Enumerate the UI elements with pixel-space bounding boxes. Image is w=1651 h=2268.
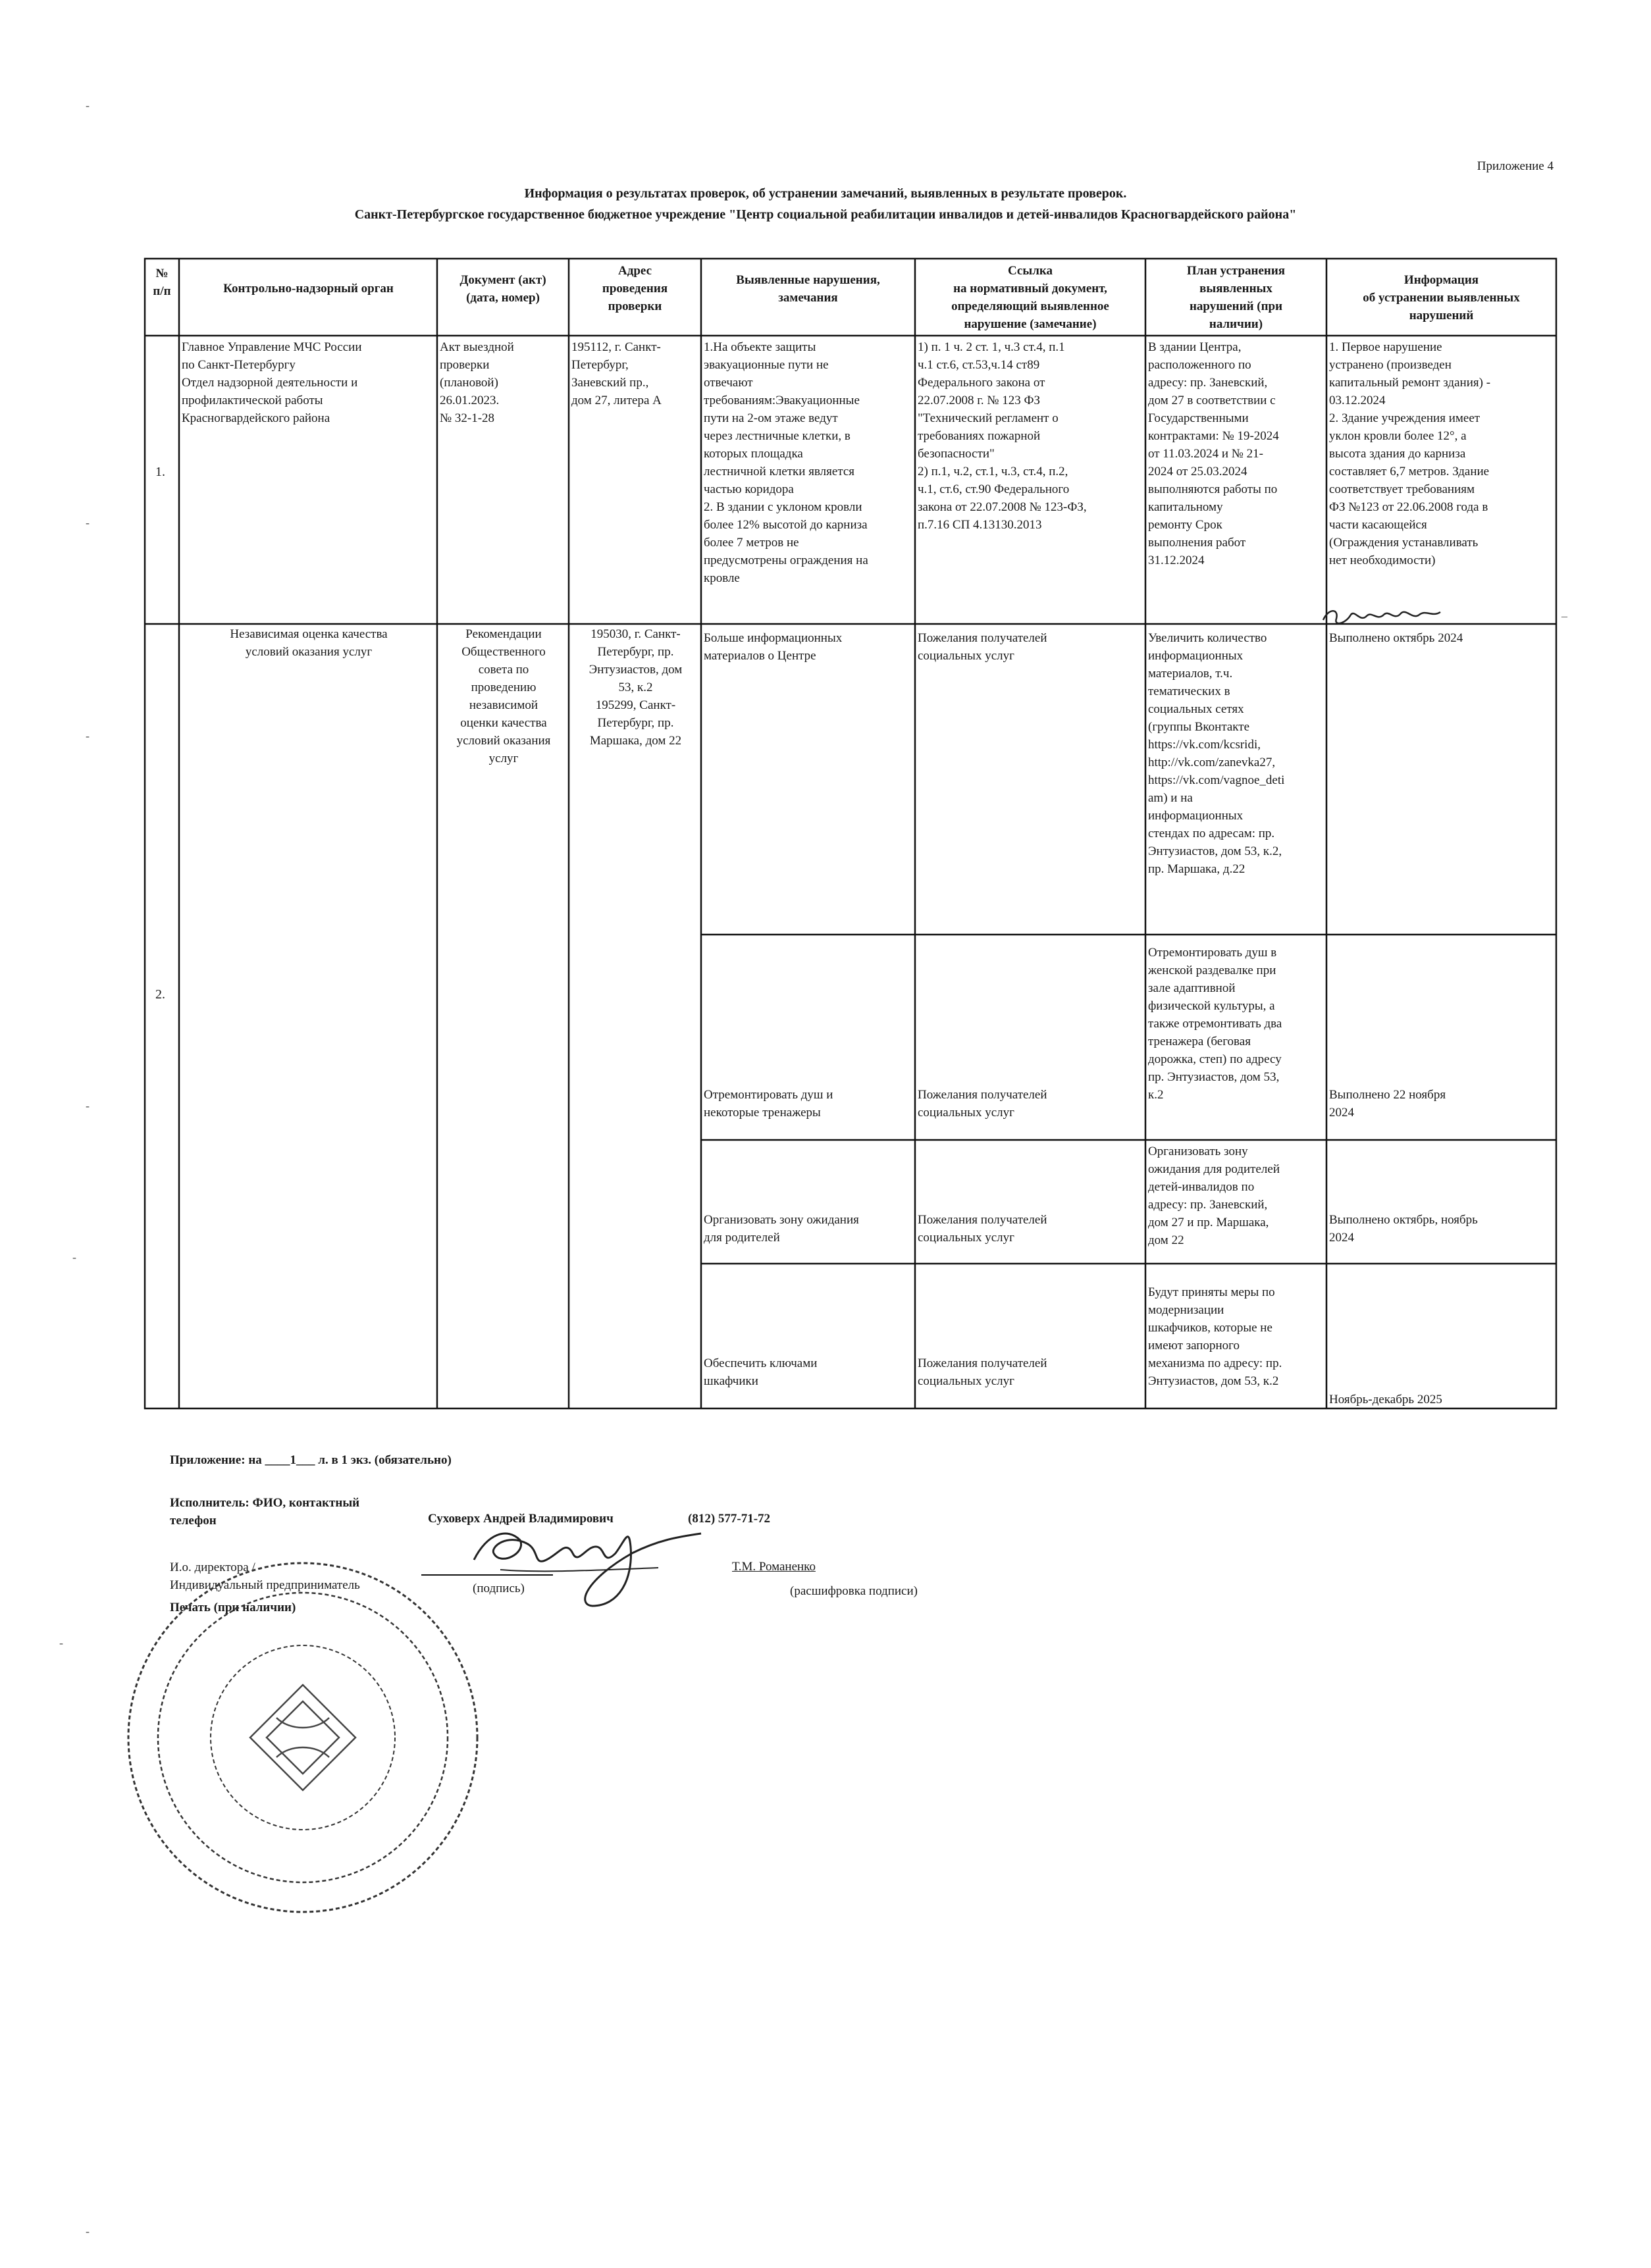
signature	[461, 1507, 711, 1612]
row1-plan: В здании Центра, расположенного по адресу: пр. Заневский, дом 27 в соответствии с Государственными контрактами: № 19-2024 от 11.03.2024 и № 21- 2024 от 25.03.2024 выполняются работы по капитальному ремонту Срок выполнения работ 31.12.2024	[1148, 340, 1279, 567]
footer-signature-caption: (подпись)	[473, 1582, 525, 1595]
footer-director-name: Т.М. Романенко	[732, 1560, 816, 1574]
scan-mark: -	[86, 1099, 90, 1112]
row2-document: Рекомендации Общественного совета по проведению независимой оценки качества условий оказания услуг	[456, 627, 551, 765]
row2-item4-info: Ноябрь-декабрь 2025	[1329, 1393, 1442, 1406]
footer-appendix: Приложение: на ____1___ л. в 1 экз. (обязательно)	[170, 1453, 452, 1467]
header-address: Адрес проведения проверки	[602, 264, 668, 313]
scan-mark: -	[86, 2225, 90, 2238]
title-line-1: Информация о результатах проверок, об устранении замечаний, выявленных в результате проверок.	[524, 186, 1127, 201]
row2-item4-plan: Будут приняты меры по модернизации шкафчиков, которые не имеют запорного механизма по адресу: пр. Энтузиастов, дом 53, к.2	[1148, 1285, 1282, 1388]
row2-item3-info: Выполнено октябрь, ноябрь 2024	[1329, 1213, 1478, 1245]
row1-document: Акт выездной проверки (плановой) 26.01.2023. № 32-1-28	[440, 340, 514, 425]
row1-violations: 1.На объекте защиты эвакуационные пути не отвечают требованиям:Эвакуационные пути на 2-ом этаже ведут через лестничные клетки, в которых площадка лестничной клетки является частью коридора 2. В здании с уклоном кровли более 12% высотой до карниза более 7 метров не предусмотрены ограждения на кровле	[704, 340, 868, 585]
header-info: Информация об устранении выявленных нарушений	[1363, 273, 1520, 322]
row2-item4-violation: Обеспечить ключами шкафчики	[704, 1356, 818, 1388]
row2-item1-violation: Больше информационных материалов о Центре	[704, 631, 843, 663]
row1-info: 1. Первое нарушение устранено (произведен капитальный ремонт здания) - 03.12.2024 2. Здание учреждения имеет уклон кровли более 12°, а высота здания до карниза составляет 6,7 метров. Здание соответствует требованиям ФЗ №123 от 22.06.2008 года в части касающейся (Ограждения устанавливать нет необходимости)	[1329, 340, 1491, 567]
row1-organ: Главное Управление МЧС России по Санкт-Петербургу Отдел надзорной деятельности и профилактической работы Красногвардейского района	[182, 340, 362, 425]
row1-address: 195112, г. Санкт- Петербург, Заневский пр., дом 27, литера А	[571, 340, 662, 407]
header-document: Документ (акт) (дата, номер)	[459, 273, 546, 305]
handwritten-note	[1317, 598, 1448, 632]
row2-item4-reference: Пожелания получателей социальных услуг	[918, 1356, 1047, 1388]
row2-item3-plan: Организовать зону ожидания для родителей детей-инвалидов по адресу: пр. Заневский, дом 27 и пр. Маршака, дом 22	[1148, 1145, 1280, 1247]
row2-item2-info: Выполнено 22 ноября 2024	[1329, 1088, 1446, 1120]
row2-item2-violation: Отремонтировать душ и некоторые тренажеры	[704, 1088, 833, 1120]
row2-num: 2.	[155, 987, 165, 1002]
header-violations: Выявленные нарушения, замечания	[736, 273, 880, 305]
title-line-2: Санкт-Петербургское государственное бюджетное учреждение "Центр социальной реабилитации инвалидов и детей-инвалидов Красногвардейского района"	[354, 207, 1297, 222]
scan-mark: -	[86, 516, 90, 529]
scan-mark: -	[72, 1250, 76, 1264]
row2-item3-reference: Пожелания получателей социальных услуг	[918, 1213, 1047, 1245]
footer-executor-label: Исполнитель: ФИО, контактный телефон	[170, 1496, 360, 1528]
scan-mark: -	[86, 99, 90, 112]
footer-seal-label: Печать (при наличии)	[170, 1601, 296, 1614]
row2-item1-info: Выполнено октябрь 2024	[1329, 631, 1463, 645]
footer-executor-name: Суховерх Андрей Владимирович	[428, 1512, 614, 1526]
row2-item2-plan: Отремонтировать душ в женской раздевалке при зале адаптивной физической культуры, а также отремонтивать два тренажера (беговая дорожка, степ) по адресу пр. Энтузиастов, дом 53, к.2	[1148, 946, 1282, 1102]
row2-item3-violation: Организовать зону ожидания для родителей	[704, 1213, 859, 1245]
row1-reference: 1) п. 1 ч. 2 ст. 1, ч.3 ст.4, п.1 ч.1 ст.6, ст.53,ч.14 ст89 Федерального закона от 22.07.2008 г. № 123 ФЗ "Технический регламент о требованиях пожарной безопасности" 2) п.1, ч.2, ст.1, ч.3, ст.4, п.2, ч.1, ст.6, ст.90 Федерального закона от 22.07.2008 № 123-ФЗ, п.7.16 СП 4.13130.2013	[918, 340, 1087, 532]
annex-label: Приложение 4	[1477, 159, 1554, 173]
seal-stamp	[118, 1553, 487, 1922]
header-organ: Контрольно-надзорный орган	[223, 282, 394, 296]
row1-num: 1.	[155, 465, 165, 479]
scan-mark: -	[59, 1636, 63, 1649]
row2-organ: Независимая оценка качества условий оказания услуг	[230, 627, 388, 659]
header-plan: План устранения выявленных нарушений (при наличии)	[1186, 264, 1286, 331]
row2-address: 195030, г. Санкт- Петербург, пр. Энтузиастов, дом 53, к.2 195299, Санкт- Петербург, пр. Маршака, дом 22	[589, 627, 683, 748]
row2-item1-plan: Увеличить количество информационных материалов, т.ч. тематических в социальных сетях (группы Вконтакте https://vk.com/kcsridi, http://vk.com/zanevka27, https://vk.com/vagnoe_deti am) и на информационных стендах по адресам: пр. Энтузиастов, дом 53, к.2, пр. Маршака, д.22	[1148, 631, 1285, 876]
row2-item2-reference: Пожелания получателей социальных услуг	[918, 1088, 1047, 1120]
footer-executor-phone: (812) 577-71-72	[688, 1512, 771, 1526]
margin-mark: –	[1561, 609, 1567, 623]
header-reference: Ссылка на нормативный документ, определяющий выявленное нарушение (замечание)	[951, 264, 1109, 331]
footer-director-label: И.о. директора / Индивидуальный предприниматель	[170, 1560, 360, 1592]
header-num: № п/п	[153, 267, 171, 298]
row2-item1-reference: Пожелания получателей социальных услуг	[918, 631, 1047, 663]
footer-decode-caption: (расшифровка подписи)	[790, 1584, 918, 1598]
scan-mark: -	[86, 729, 90, 742]
